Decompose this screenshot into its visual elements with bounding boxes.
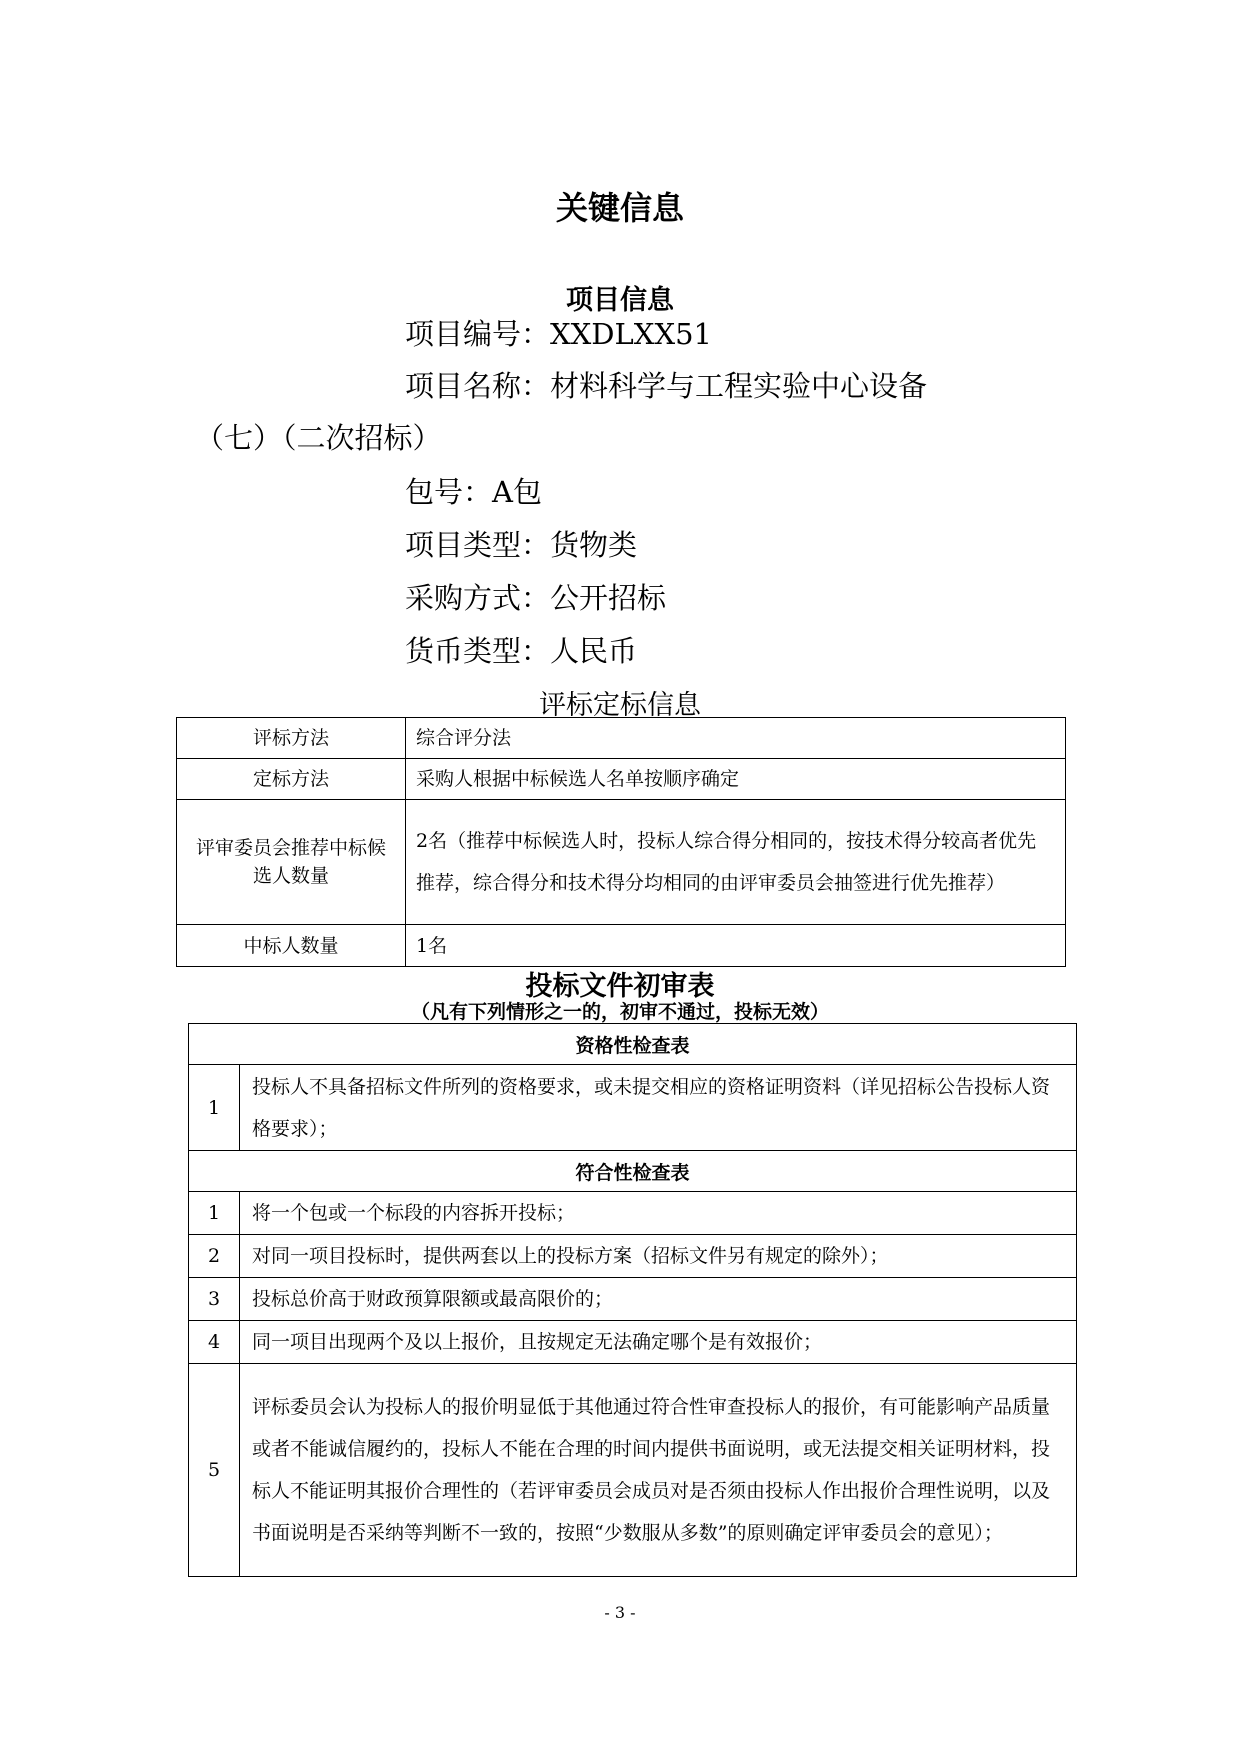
project-name: 项目名称：材料科学与工程实验中心设备	[405, 369, 928, 403]
review-table	[188, 1023, 1077, 1577]
item-number: 1	[189, 1192, 240, 1235]
table-row	[189, 1364, 1077, 1577]
item-text: 将一个包或一个标段的内容拆开投标；	[240, 1192, 1077, 1235]
project-info-heading: 项目信息	[566, 285, 674, 316]
review-table-note: （凡有下列情形之一的，初审不通过，投标无效）	[410, 1001, 829, 1023]
item-text: 同一项目出现两个及以上报价，且按规定无法确定哪个是有效报价；	[240, 1321, 1077, 1364]
qualification-heading: 资格性检查表	[189, 1024, 1077, 1065]
evaluation-method-value: 综合评分法	[406, 718, 1066, 759]
table-row	[189, 1321, 1077, 1364]
table-row	[189, 1192, 1077, 1235]
table-row	[177, 759, 1066, 800]
award-method-label: 定标方法	[177, 759, 406, 800]
page-number: - 3 -	[604, 1603, 636, 1622]
section-row	[189, 1151, 1077, 1192]
item-number: 1	[189, 1065, 240, 1151]
table-row	[177, 800, 1066, 925]
winner-count-value: 1名	[406, 925, 1066, 967]
item-number: 2	[189, 1235, 240, 1278]
review-table-title: 投标文件初审表	[525, 971, 715, 1002]
candidate-count-value: 2名（推荐中标候选人时，投标人综合得分相同的，按技术得分较高者优先推荐，综合得分和技术得分均相同的由评审委员会抽签进行优先推荐）	[406, 800, 1066, 925]
compliance-heading: 符合性检查表	[189, 1151, 1077, 1192]
item-text: 评标委员会认为投标人的报价明显低于其他通过符合性审查投标人的报价，有可能影响产品质量或者不能诚信履约的，投标人不能在合理的时间内提供书面说明，或无法提交相关证明材料，投标人不能证明其报价合理性的（若评审委员会成员对是否须由投标人作出报价合理性说明，以及书面说明是否采纳等判断不一致的，按照“少数服从多数”的原则确定评审委员会的意见）；	[240, 1364, 1077, 1577]
table-row	[189, 1065, 1077, 1151]
item-number: 5	[189, 1364, 240, 1577]
table-row	[189, 1278, 1077, 1321]
project-type: 项目类型：货物类	[405, 528, 638, 562]
table-row	[177, 925, 1066, 967]
item-number: 3	[189, 1278, 240, 1321]
table-row	[189, 1235, 1077, 1278]
item-text: 投标总价高于财政预算限额或最高限价的；	[240, 1278, 1077, 1321]
evaluation-method-label: 评标方法	[177, 718, 406, 759]
item-number: 4	[189, 1321, 240, 1364]
evaluation-table	[176, 717, 1066, 967]
page-title: 关键信息	[555, 189, 684, 227]
candidate-count-label: 评审委员会推荐中标候选人数量	[177, 800, 406, 925]
package-number: 包号：A包	[405, 475, 542, 509]
section-row	[189, 1024, 1077, 1065]
table-row	[177, 718, 1066, 759]
procurement-method: 采购方式：公开招标	[405, 581, 667, 615]
award-method-value: 采购人根据中标候选人名单按顺序确定	[406, 759, 1066, 800]
project-number: 项目编号：XXDLXX51	[405, 317, 712, 351]
evaluation-heading: 评标定标信息	[539, 690, 701, 721]
item-text: 对同一项目投标时，提供两套以上的投标方案（招标文件另有规定的除外）；	[240, 1235, 1077, 1278]
item-text: 投标人不具备招标文件所列的资格要求，或未提交相应的资格证明资料（详见招标公告投标人资格要求）；	[240, 1065, 1077, 1151]
project-name-continued: （七）（二次招标）	[195, 421, 442, 455]
currency-type: 货币类型：人民币	[405, 634, 638, 668]
winner-count-label: 中标人数量	[177, 925, 406, 967]
